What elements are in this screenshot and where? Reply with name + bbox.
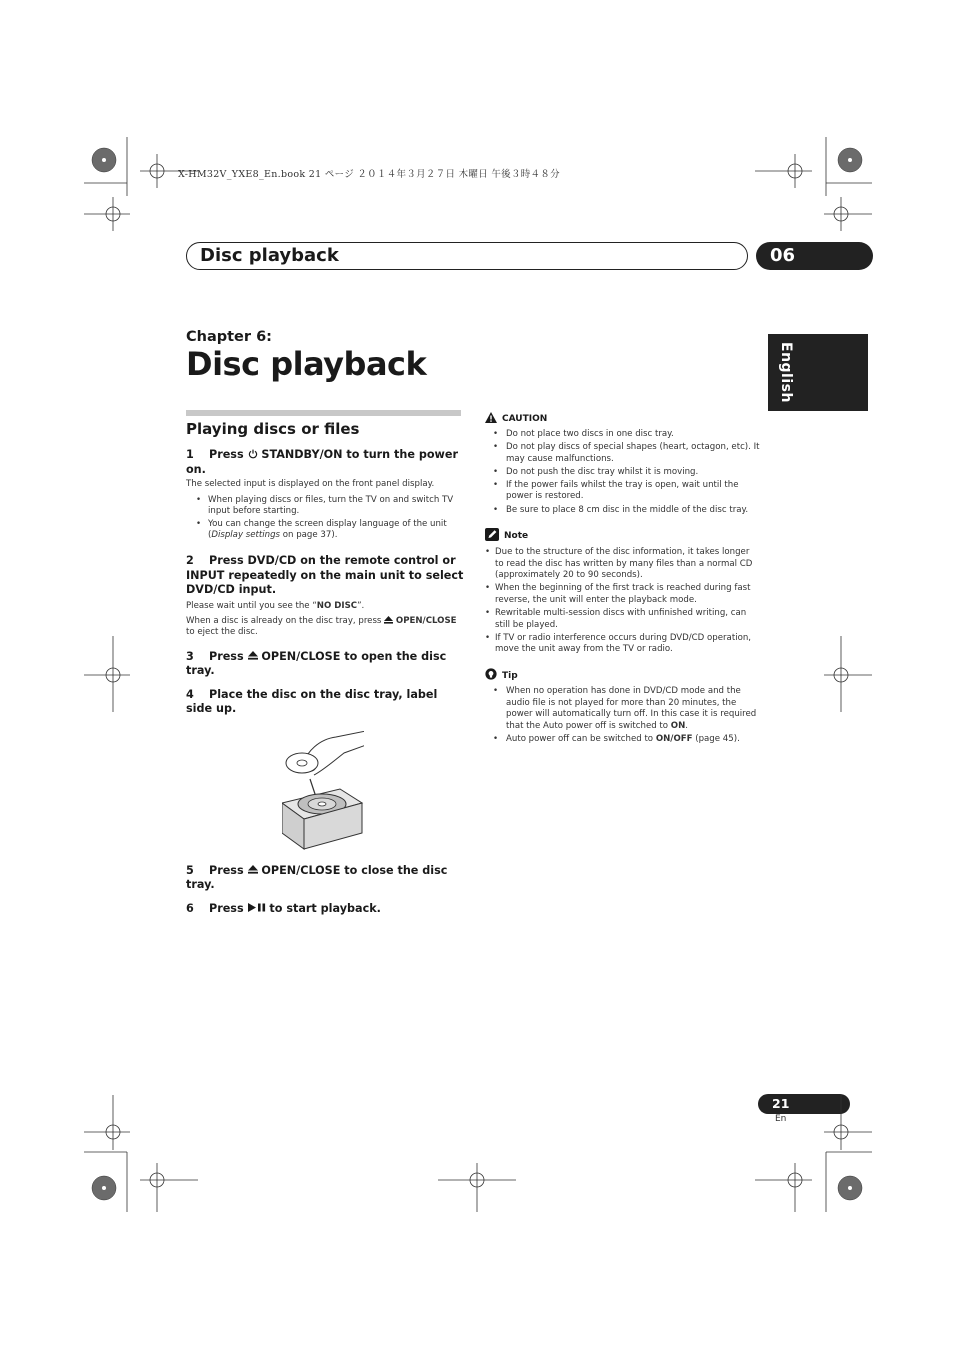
step-number: 1 — [186, 448, 194, 461]
desc-text-bold: NO DISC — [316, 600, 358, 611]
page-number: 21 — [758, 1094, 850, 1114]
list-item: • When playing discs or files, turn the TV on and switch TV input before starting. — [208, 495, 464, 517]
list-text: Auto power off can be switched to — [506, 733, 656, 744]
step-text: Press — [209, 901, 248, 915]
list-item: • Do not place two discs in one disc tray. — [506, 429, 760, 441]
list-text-bold: ON/OFF — [655, 733, 693, 744]
step-text: Press — [209, 649, 248, 663]
running-header-title: Disc playback — [200, 245, 339, 266]
chapter-number-badge: 06 — [756, 242, 873, 270]
desc-text: to eject the disc. — [186, 626, 258, 637]
list-text-italic: Display settings — [211, 530, 281, 540]
chapter-label: Chapter 6: — [186, 329, 272, 345]
section-title: Playing discs or files — [186, 420, 360, 438]
list-item: • Do not push the disc tray whilst it is moving. — [506, 467, 760, 479]
desc-text: Please wait until you see the “ — [186, 600, 317, 611]
step-text: Place the disc on the disc tray, label side up. — [186, 687, 438, 715]
list-item: • Be sure to place 8 cm disc in the middle of the disc tray. — [506, 505, 760, 517]
desc-text: ”. — [357, 600, 365, 611]
step-number: 3 — [186, 649, 194, 663]
step-text: STANDBY/ON to turn the power on. — [186, 448, 458, 476]
step-text: Press — [209, 448, 248, 461]
list-item: • When the beginning of the first track is reached during fast reverse, the unit will enter the playback mode. — [495, 583, 760, 606]
step-number: 4 — [186, 687, 194, 701]
step-number: 2 — [186, 554, 194, 567]
step-text: OPEN/CLOSE to close the disc tray. — [186, 863, 448, 891]
desc-text-bold: OPEN/CLOSE — [395, 615, 457, 626]
step-number: 5 — [186, 863, 194, 877]
print-header: X-HM32V_YXE8_En.book 21 ページ ２０１４年３月２７日 木曜日 午後３時４８分 — [178, 169, 560, 180]
tip-title: Tip — [502, 670, 518, 681]
caution-title: CAUTION — [502, 414, 548, 424]
desc-text: When a disc is already on the disc tray, press — [186, 615, 385, 626]
step-number: 6 — [186, 901, 194, 915]
step-text: OPEN/CLOSE to open the disc tray. — [186, 649, 447, 677]
language-tab-label: English — [778, 342, 794, 403]
list-text: When no operation has done in DVD/CD mode and the audio file is not played for more than 20 minutes, the power will automatically turn off. In this case it is required that the Auto power off is switched to — [506, 686, 757, 731]
list-item: • If TV or radio interference occurs during DVD/CD operation, move the unit away from the TV or radio. — [495, 633, 760, 656]
note-title: Note — [504, 531, 529, 542]
list-item: • Rewritable multi-session discs with unfinished writing, can still be played. — [495, 608, 760, 631]
step-text: Press — [209, 863, 248, 877]
step-1-desc: The selected input is displayed on the front panel display. — [186, 479, 435, 489]
step-text: to start playback. — [265, 901, 381, 915]
list-text-bold: ON — [670, 720, 686, 731]
list-text: (page 45). — [692, 733, 740, 744]
list-text: . — [685, 720, 689, 731]
chapter-title: Disc playback — [186, 345, 427, 383]
page-language: En — [775, 1114, 787, 1124]
list-item: • Do not play discs of special shapes (heart, octagon, etc). It may cause malfunctions. — [506, 442, 760, 465]
step-text: Press DVD/CD on the remote control or INPUT repeatedly on the main unit to select DVD/CD input. — [186, 554, 464, 596]
list-item: • If the power fails whilst the tray is open, wait until the power is restored. — [506, 480, 760, 503]
list-item: • Due to the structure of the disc information, it takes longer to read the disc has written by many files than a normal CD (approximately 20 to 90 seconds). — [495, 547, 760, 582]
list-text: on page 37). — [280, 530, 338, 540]
list-text: You can change the screen display language of the unit ( — [208, 519, 447, 540]
